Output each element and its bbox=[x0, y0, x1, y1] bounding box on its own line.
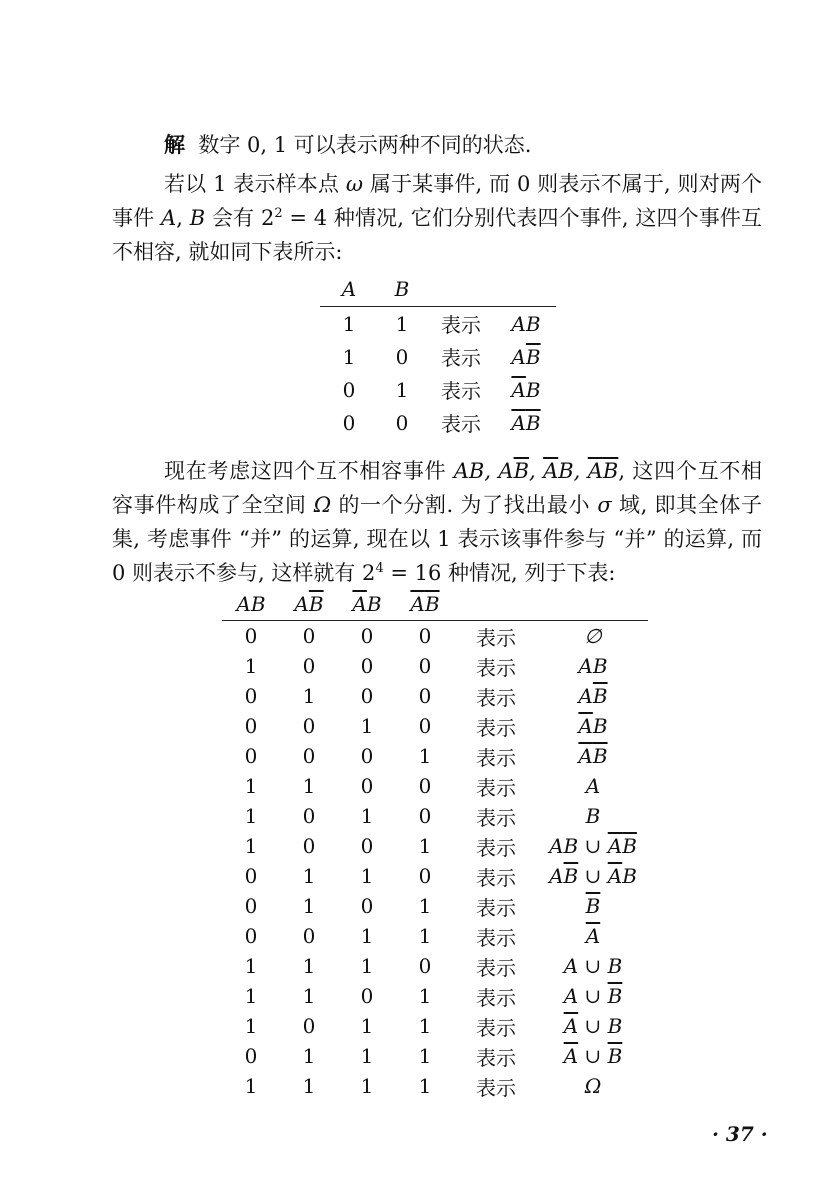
relation-label: 表示 bbox=[441, 313, 481, 337]
indicator-cell: 0 bbox=[302, 714, 316, 738]
indicator-cell: 1 bbox=[244, 1014, 258, 1038]
relation-label: 表示 bbox=[476, 895, 516, 920]
relation-label: 表示 bbox=[476, 985, 516, 1010]
omega-symbol: ω bbox=[345, 172, 363, 196]
indicator-cell: 0 bbox=[360, 984, 374, 1008]
indicator-cell: 1 bbox=[302, 894, 316, 918]
two-event-table-body bbox=[320, 307, 556, 440]
para1-comma: , bbox=[176, 206, 183, 230]
indicator-cell: 0 bbox=[244, 894, 258, 918]
indicator-cell: 1 bbox=[360, 1044, 374, 1068]
header-event-1: AB bbox=[222, 588, 280, 621]
indicator-cell: 0 bbox=[302, 624, 316, 648]
relation-label: 表示 bbox=[441, 412, 481, 436]
indicator-cell: 0 bbox=[244, 624, 258, 648]
relation-label: 表示 bbox=[476, 865, 516, 890]
indicator-cell: 1 bbox=[360, 714, 374, 738]
table-header-row bbox=[222, 588, 648, 621]
event-expression: AB ∪ $\overline{A}\overline{B}$ bbox=[549, 834, 637, 858]
event-expression: $A\overline{B}$ bbox=[578, 684, 608, 708]
indicator-cell: 1 bbox=[244, 774, 258, 798]
indicator-cell: 0 bbox=[418, 954, 432, 978]
header-blank-1 bbox=[426, 272, 496, 307]
relation-label: 表示 bbox=[476, 655, 516, 680]
indicator-cell: 1 bbox=[418, 744, 432, 768]
solution-label: 解 bbox=[164, 132, 185, 157]
header-event-3: $\overline{A}B$ bbox=[338, 588, 396, 621]
indicator-cell: 0 bbox=[360, 684, 374, 708]
table-row bbox=[222, 711, 648, 741]
indicator-cell: 1 bbox=[360, 804, 374, 828]
para1-text-4: = 4 种情况, 它们分别代表四个事件, 这四个事件互不相容, 就如同下表所示: bbox=[112, 206, 762, 264]
header-event-2: $A\overline{B}$ bbox=[280, 588, 338, 621]
table-row bbox=[222, 681, 648, 711]
two-event-table bbox=[320, 272, 556, 439]
relation-label: 表示 bbox=[476, 715, 516, 740]
indicator-cell: 1 bbox=[418, 924, 432, 948]
para2-text-1: 现在考虑这四个互不相容事件 bbox=[164, 459, 447, 483]
indicator-cell: 0 bbox=[244, 714, 258, 738]
para2-exponent: 4 bbox=[375, 561, 384, 576]
table-row bbox=[222, 771, 648, 801]
table-row bbox=[222, 1011, 648, 1041]
table-row bbox=[222, 801, 648, 831]
para2-text-2: , 这四个互不相容事件构成了全空间 bbox=[112, 459, 763, 517]
relation-label: 表示 bbox=[476, 1075, 516, 1100]
indicator-cell: 1 bbox=[418, 1044, 432, 1068]
table-row bbox=[222, 921, 648, 951]
partition-events: AB, $A\overline{B}$, $\overline{A}B$, $\overline{A}\overline{B}$ bbox=[453, 459, 619, 483]
table-row bbox=[320, 340, 556, 373]
event-b: B bbox=[189, 206, 206, 230]
relation-label: 表示 bbox=[476, 1015, 516, 1040]
relation-label: 表示 bbox=[476, 775, 516, 800]
event-expression: $\overline{A}$ bbox=[585, 924, 601, 948]
event-expression: B bbox=[585, 804, 601, 828]
indicator-cell: 1 bbox=[302, 1044, 316, 1068]
relation-label: 表示 bbox=[476, 955, 516, 980]
table-row bbox=[320, 406, 556, 439]
indicator-cell: 0 bbox=[244, 744, 258, 768]
indicator-cell: 1 bbox=[418, 984, 432, 1008]
indicator-cell: 0 bbox=[244, 864, 258, 888]
header-blank bbox=[454, 588, 538, 621]
indicator-cell: 1 bbox=[418, 1014, 432, 1038]
para2-text-3: 的一个分割. 为了找出最小 bbox=[338, 493, 591, 517]
relation-label: 表示 bbox=[441, 346, 481, 370]
relation-label: 表示 bbox=[476, 805, 516, 830]
indicator-cell: 0 bbox=[342, 377, 356, 402]
event-expression: $\overline{A}B$ bbox=[511, 377, 541, 402]
sigma-field-table-body bbox=[222, 621, 648, 1102]
indicator-cell: 1 bbox=[360, 1014, 374, 1038]
event-expression: Ω bbox=[584, 1074, 602, 1098]
indicator-cell: 0 bbox=[395, 410, 409, 435]
table-row bbox=[222, 741, 648, 771]
indicator-cell: 1 bbox=[395, 377, 409, 402]
event-expression: $A\overline{B}$ ∪ $\overline{A}B$ bbox=[549, 864, 637, 888]
sigma-field-table bbox=[222, 588, 648, 1101]
indicator-cell: 0 bbox=[302, 834, 316, 858]
indicator-cell: 0 bbox=[418, 714, 432, 738]
solution-intro-text: 数字 0, 1 可以表示两种不同的状态. bbox=[198, 133, 532, 157]
indicator-cell: 1 bbox=[360, 1074, 374, 1098]
indicator-cell: 1 bbox=[418, 834, 432, 858]
indicator-cell: 0 bbox=[360, 624, 374, 648]
event-expression: $\overline{A}B$ bbox=[578, 714, 608, 738]
event-expression: $\overline{B}$ bbox=[585, 894, 601, 918]
indicator-cell: 0 bbox=[418, 774, 432, 798]
indicator-cell: 0 bbox=[302, 654, 316, 678]
indicator-cell: 0 bbox=[302, 1014, 316, 1038]
header-blank bbox=[538, 588, 648, 621]
header-event-4: $\overline{A}\overline{B}$ bbox=[396, 588, 454, 621]
indicator-cell: 1 bbox=[302, 954, 316, 978]
indicator-cell: 0 bbox=[302, 744, 316, 768]
indicator-cell: 0 bbox=[244, 1044, 258, 1068]
header-a: A bbox=[320, 272, 378, 307]
event-expression: $\overline{A}$ ∪ $\overline{B}$ bbox=[563, 1044, 623, 1068]
para1-text-1: 若以 1 表示样本点 bbox=[164, 172, 340, 196]
indicator-cell: 1 bbox=[360, 864, 374, 888]
paragraph-outcomes bbox=[112, 167, 762, 269]
event-expression: A bbox=[585, 774, 601, 798]
indicator-cell: 1 bbox=[244, 654, 258, 678]
sigma-symbol: σ bbox=[597, 493, 612, 517]
event-expression: ∅ bbox=[584, 624, 602, 648]
indicator-cell: 1 bbox=[244, 804, 258, 828]
indicator-cell: 0 bbox=[395, 344, 409, 369]
table-header-row bbox=[320, 272, 556, 307]
indicator-cell: 1 bbox=[360, 924, 374, 948]
event-expression: AB bbox=[578, 654, 608, 678]
indicator-cell: 0 bbox=[418, 864, 432, 888]
indicator-cell: 0 bbox=[302, 924, 316, 948]
relation-label: 表示 bbox=[441, 379, 481, 403]
para1-text-3: 会有 2 bbox=[211, 206, 275, 230]
indicator-cell: 1 bbox=[342, 311, 356, 336]
indicator-cell: 0 bbox=[360, 654, 374, 678]
para2-text-5: = 16 种情况, 列于下表: bbox=[383, 561, 616, 585]
para1-text-2: 属于某事件, 而 0 则表示不属于, 则对两个事件 bbox=[112, 172, 762, 230]
table-row bbox=[222, 951, 648, 981]
indicator-cell: 1 bbox=[302, 864, 316, 888]
indicator-cell: 1 bbox=[342, 344, 356, 369]
table-row bbox=[222, 1041, 648, 1071]
table-row bbox=[222, 621, 648, 652]
indicator-cell: 1 bbox=[418, 1074, 432, 1098]
para2-text-4: 域, 即其全体子集, 考虑事件 “并” 的运算, 现在以 1 表示该事件参与 “并” 的运算, 而 0 则表示不参与, 这样就有 2 bbox=[112, 493, 762, 585]
table-row bbox=[222, 831, 648, 861]
event-expression: $\overline{A}$ ∪ B bbox=[563, 1014, 623, 1038]
table-row bbox=[222, 1071, 648, 1101]
para1-exponent: 2 bbox=[274, 206, 283, 221]
event-expression: AB bbox=[511, 311, 541, 336]
event-a: A bbox=[161, 206, 177, 230]
indicator-cell: 0 bbox=[302, 804, 316, 828]
indicator-cell: 0 bbox=[360, 774, 374, 798]
table-row bbox=[222, 861, 648, 891]
indicator-cell: 0 bbox=[418, 624, 432, 648]
indicator-cell: 1 bbox=[302, 1074, 316, 1098]
event-expression: A ∪ $\overline{B}$ bbox=[563, 984, 623, 1008]
table-row bbox=[320, 307, 556, 341]
indicator-cell: 1 bbox=[395, 311, 409, 336]
solution-intro bbox=[112, 128, 762, 162]
indicator-cell: 1 bbox=[418, 894, 432, 918]
event-expression: A ∪ B bbox=[563, 954, 623, 978]
relation-label: 表示 bbox=[476, 745, 516, 770]
header-b: B bbox=[378, 272, 426, 307]
table-row bbox=[222, 981, 648, 1011]
indicator-cell: 0 bbox=[244, 924, 258, 948]
event-expression: $\overline{A}\overline{B}$ bbox=[578, 744, 608, 768]
event-expression: $\overline{A}\overline{B}$ bbox=[511, 410, 541, 435]
indicator-cell: 0 bbox=[418, 654, 432, 678]
relation-label: 表示 bbox=[476, 835, 516, 860]
table-row bbox=[222, 651, 648, 681]
relation-label: 表示 bbox=[476, 925, 516, 950]
page-number: · 37 · bbox=[712, 1122, 768, 1146]
indicator-cell: 1 bbox=[244, 984, 258, 1008]
header-blank-2 bbox=[496, 272, 556, 307]
table-row bbox=[222, 891, 648, 921]
indicator-cell: 1 bbox=[302, 684, 316, 708]
indicator-cell: 0 bbox=[418, 804, 432, 828]
indicator-cell: 1 bbox=[244, 1074, 258, 1098]
omega-space-symbol: Ω bbox=[313, 493, 332, 517]
relation-label: 表示 bbox=[476, 685, 516, 710]
indicator-cell: 0 bbox=[244, 684, 258, 708]
indicator-cell: 0 bbox=[360, 894, 374, 918]
relation-label: 表示 bbox=[476, 1045, 516, 1070]
table-row bbox=[320, 373, 556, 406]
paragraph-partition bbox=[112, 454, 762, 590]
indicator-cell: 1 bbox=[302, 984, 316, 1008]
indicator-cell: 0 bbox=[360, 744, 374, 768]
relation-label: 表示 bbox=[476, 625, 516, 650]
indicator-cell: 1 bbox=[244, 954, 258, 978]
indicator-cell: 0 bbox=[418, 684, 432, 708]
event-expression: $A\overline{B}$ bbox=[511, 344, 541, 369]
indicator-cell: 1 bbox=[360, 954, 374, 978]
indicator-cell: 1 bbox=[302, 774, 316, 798]
indicator-cell: 0 bbox=[342, 410, 356, 435]
indicator-cell: 0 bbox=[360, 834, 374, 858]
indicator-cell: 1 bbox=[244, 834, 258, 858]
